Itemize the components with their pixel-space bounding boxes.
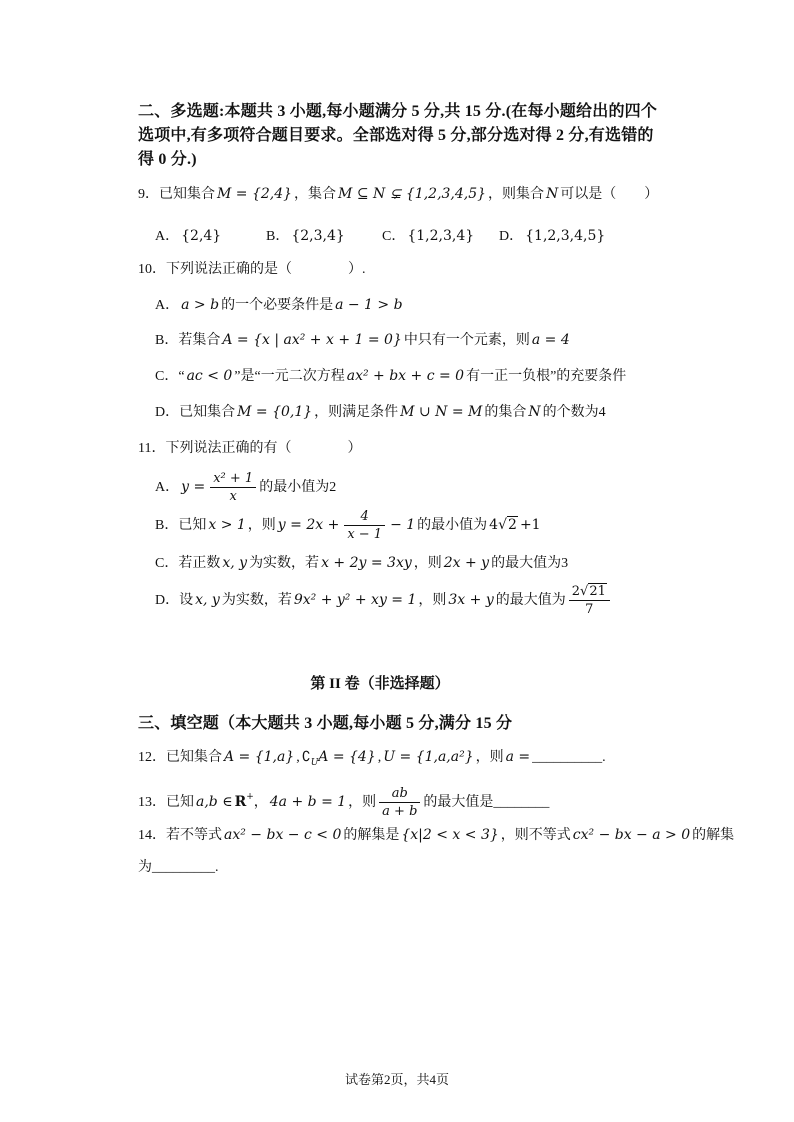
answer-blank: __________: [532, 750, 603, 765]
fraction: [344, 508, 385, 543]
question-13-text-2: ，则: [348, 795, 377, 810]
question-9-options: [0, 224, 794, 248]
question-13-text-1: 已知: [166, 795, 194, 810]
option-text-4: 的最大值为3: [491, 556, 569, 571]
sqrt-sign: √: [498, 517, 508, 533]
option-math-1: x, y: [222, 555, 248, 571]
option-math-5: +1: [519, 517, 541, 533]
question-9-math-3: N: [546, 186, 559, 202]
sqrt-radicand: 21: [589, 584, 606, 600]
option-text-1: 设: [179, 593, 194, 608]
question-11-option-c: [155, 551, 568, 575]
option-math-3: − 1: [390, 517, 416, 533]
question-14-math-1: ax² − bx − c < 0: [224, 827, 342, 843]
option-text-2: 中只有一个元素，则: [403, 333, 530, 348]
fraction-denominator: a + b: [382, 804, 418, 820]
option-text-2: ”是“一元二次方程: [234, 369, 345, 384]
question-12-math-2: A = {4}: [318, 749, 376, 765]
option-text-4: 的最大值为: [495, 593, 566, 608]
question-11-stem: 下列说法正确的有（ ）: [165, 441, 362, 456]
option-text-1: “: [178, 369, 185, 384]
option-math-2: a = 4: [531, 332, 570, 348]
option-label: A．: [155, 480, 180, 495]
fraction-numerator: x² + 1: [210, 470, 256, 488]
question-9-option-b: [266, 224, 347, 249]
option-math-2: ax² + bx + c = 0: [346, 368, 465, 384]
question-13-text-3: 的最大值是: [423, 795, 494, 810]
option-text-3: 的最小值为: [417, 518, 488, 533]
fraction-denominator: x: [229, 489, 237, 505]
sqrt-sign: √: [580, 584, 589, 600]
option-label: D．: [155, 593, 180, 608]
option-math-1: M = {0,1}: [237, 404, 313, 420]
option-math-3: 3x + y: [448, 592, 494, 608]
question-9: [138, 182, 658, 206]
fraction-numerator: 4: [344, 508, 385, 526]
question-10-option-b: [155, 328, 572, 352]
option-text-1: 的一个必要条件是: [221, 298, 334, 313]
option-math-2: x + 2y = 3xy: [321, 555, 412, 571]
option-text-1: 若集合: [178, 333, 221, 348]
question-12-comma-1: ,: [296, 750, 300, 765]
option-math-1: x, y: [195, 592, 220, 608]
answer-blank: _________: [152, 860, 215, 875]
option-text-3: 有一正一负根”的充要条件: [466, 369, 627, 384]
question-9-text-4: 可以是（ ）: [560, 187, 659, 202]
option-text-1: 若正数: [178, 556, 221, 571]
question-9-option-d: [499, 224, 607, 249]
answer-blank: ________: [493, 795, 550, 810]
option-label: B．: [266, 229, 290, 244]
option-label: A．: [155, 229, 180, 244]
question-9-math-1: M = {2,4}: [217, 186, 293, 202]
question-12-end: .: [602, 750, 606, 765]
question-10-stem: 下列说法正确的是（ ）.: [166, 262, 366, 277]
option-label: B．: [155, 518, 179, 533]
question-10-option-c: [155, 364, 626, 388]
option-text-4: 的个数为4: [542, 405, 606, 420]
sqrt-expression: [498, 516, 518, 533]
question-14-math-3: cx² − bx − a > 0: [572, 827, 691, 843]
option-text: {2,4}: [181, 228, 222, 244]
option-math-1: x > 1: [208, 517, 246, 533]
question-12-comma-2: ,: [377, 750, 382, 765]
option-text-3: ，则: [418, 593, 447, 608]
question-9-text-2: ，集合: [294, 187, 337, 202]
fraction: [210, 470, 256, 505]
question-14-text-1: 若不等式: [166, 828, 222, 843]
option-label: C．: [155, 556, 179, 571]
question-14-math-2: {x|2 < x < 3}: [401, 827, 499, 843]
fraction-coefficient: 2: [571, 584, 581, 600]
option-text-2: ，则满足条件: [314, 405, 399, 420]
option-math-2: a − 1 > b: [335, 297, 403, 313]
question-12-math-1: A = {1,a}: [224, 749, 295, 765]
question-10-option-a: [155, 293, 405, 317]
option-math-1: ac < 0: [186, 368, 233, 384]
question-9-option-c: [382, 224, 476, 249]
option-text-2: ，则: [247, 518, 276, 533]
complement-symbol: ∁: [301, 749, 311, 765]
question-13: [138, 777, 550, 820]
question-14-text-4: 的解集: [692, 828, 735, 843]
question-14-text-2: 的解集是: [343, 828, 400, 843]
question-14-text-5: 为: [138, 860, 152, 875]
option-label: D．: [499, 229, 524, 244]
question-14-line-2: [138, 856, 219, 880]
section3-heading: 三、填空题（本大题共 3 小题,每小题 5 分,满分 15 分: [138, 715, 513, 732]
option-math-2: 9x² + y² + xy = 1: [293, 592, 417, 608]
question-12-math-3: U = {1,a,a²}: [383, 749, 474, 765]
question-10-number: 10．: [138, 262, 166, 277]
question-11: [138, 437, 361, 461]
option-text: {2,3,4}: [291, 228, 345, 244]
option-math-1: A = {x | ax² + x + 1 = 0}: [222, 332, 402, 348]
question-14-text-3: ，则不等式: [500, 828, 571, 843]
option-text-1: 已知集合: [179, 405, 236, 420]
section2-heading-line-2: 选项中,有多项符合题目要求。全部选对得 5 分,部分选对得 2 分,有选错的: [138, 127, 654, 144]
question-11-option-a: [155, 467, 336, 507]
option-label: B．: [155, 333, 179, 348]
fraction: [569, 583, 610, 618]
option-text-3: ，则: [413, 556, 442, 571]
option-label: C．: [382, 229, 406, 244]
question-10-option-d: [155, 400, 606, 424]
question-13-math-1: a,b ∈: [196, 794, 233, 810]
part-2-title: 第 II 卷（非选择题）: [310, 676, 450, 692]
question-14-number: 14．: [138, 828, 166, 843]
complement-subscript: U: [310, 758, 319, 768]
option-math-2: y = 2x +: [277, 517, 340, 533]
question-11-option-b: [155, 505, 543, 545]
section2-heading-line-1: 二、多选题:本题共 3 小题,每小题满分 5 分,共 15 分.(在每小题给出的四个: [138, 103, 658, 120]
fraction-numerator: [569, 583, 610, 601]
option-label: C．: [155, 369, 179, 384]
fraction-denominator: 7: [585, 602, 594, 618]
option-math-2: M ∪ N = M: [400, 404, 483, 420]
question-12-text-2: ，则: [475, 750, 504, 765]
question-9-math-2: M ⊆ N ⊊ {1,2,3,4,5}: [338, 186, 487, 202]
option-text: {1,2,3,4,5}: [525, 228, 606, 244]
real-set-superscript: +: [246, 792, 254, 802]
question-9-text-3: ，则集合: [488, 187, 545, 202]
option-text-3: 的集合: [484, 405, 527, 420]
section2-heading-line-3: 得 0 分.): [138, 151, 197, 168]
question-9-text-1: 已知集合: [159, 187, 215, 202]
option-text: {1,2,3,4}: [407, 228, 475, 244]
question-11-number: 11．: [138, 441, 166, 456]
question-9-option-a: [155, 224, 223, 249]
sqrt-radicand: 2: [508, 517, 517, 533]
fraction: [379, 785, 420, 820]
question-14: [138, 823, 734, 847]
option-text-2: 为实数，若: [249, 556, 320, 571]
option-math-3: N: [528, 404, 541, 420]
option-text-1: 已知: [178, 518, 207, 533]
fraction-numerator: ab: [379, 785, 420, 803]
question-12-text-1: 已知集合: [166, 750, 222, 765]
question-13-number: 13．: [138, 795, 166, 810]
option-math-1: a > b: [181, 297, 220, 313]
question-11-option-d: [155, 580, 613, 620]
option-label: D．: [155, 405, 180, 420]
fraction-denominator: x − 1: [347, 527, 383, 543]
option-text-1: 的最小值为2: [259, 480, 337, 495]
question-13-comma: ，: [253, 795, 268, 810]
question-10: [138, 258, 366, 282]
question-12-number: 12．: [138, 750, 166, 765]
question-12: [138, 745, 606, 769]
option-math-3: 2x + y: [443, 555, 490, 571]
question-14-end: .: [215, 860, 219, 875]
question-12-math-4: a =: [505, 749, 531, 765]
option-text-2: 为实数，若: [221, 593, 292, 608]
option-math-1: y =: [181, 479, 206, 495]
option-math-4: 4: [489, 517, 499, 533]
page-footer: 试卷第2页，共4页: [344, 1072, 449, 1087]
question-9-number: 9．: [138, 187, 159, 202]
option-label: A．: [155, 298, 180, 313]
real-set-symbol: R: [234, 794, 247, 810]
question-13-math-2: 4a + b = 1: [269, 794, 347, 810]
